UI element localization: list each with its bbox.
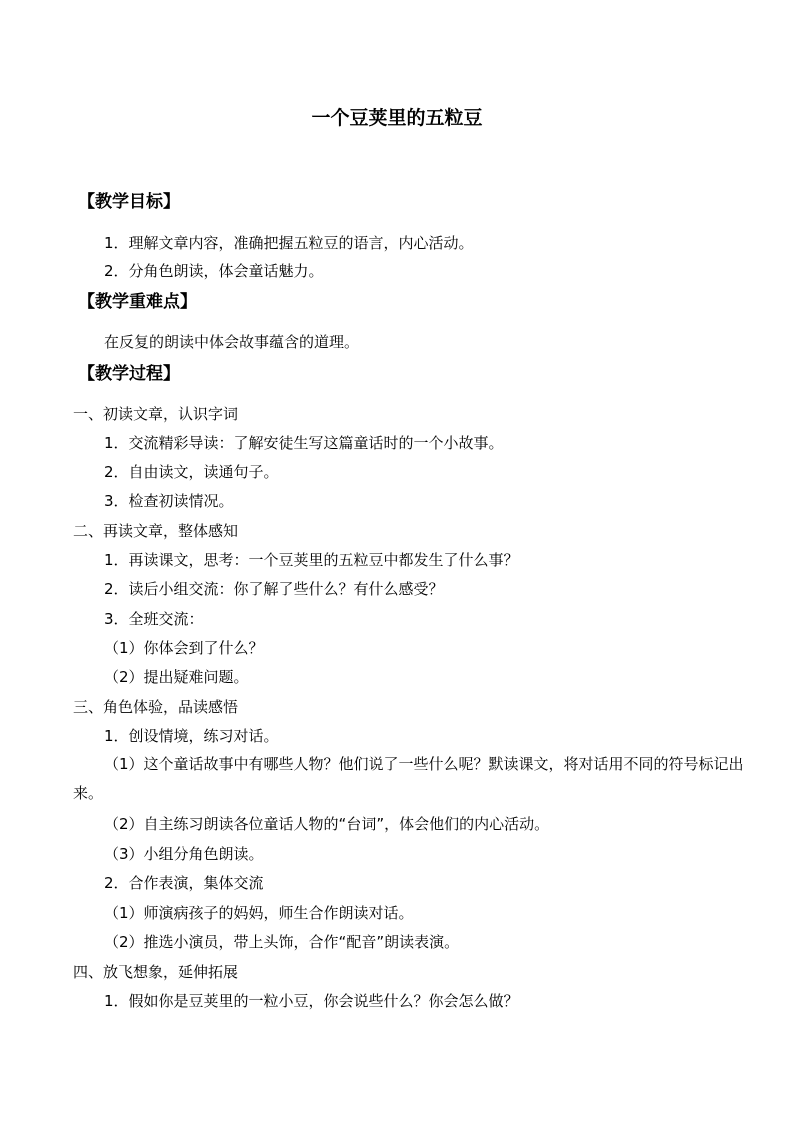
list-item: （2）自主练习朗读各位童话人物的“台词”，体会他们的内心活动。 [104,815,550,833]
list-item: 1．创设情境，练习对话。 [104,727,279,745]
process-heading: 【教学过程】 [78,364,180,384]
part-heading: 三、角色体验，品读感悟 [73,698,239,716]
list-item: （3）小组分角色朗读。 [104,845,264,863]
list-item: 3．检查初读情况。 [104,492,234,510]
part-heading: 二、再读文章，整体感知 [73,522,239,540]
goals-heading: 【教学目标】 [78,192,180,212]
list-item: （1）这个童话故事中有哪些人物？他们说了一些什么呢？默读课文，将对话用不同的符号标记出来。 [73,755,744,802]
goal-item: 2．分角色朗读，体会童话魅力。 [104,262,324,280]
list-item: 2．合作表演，集体交流 [104,874,264,892]
part-heading: 四、放飞想象，延伸拓展 [73,963,239,981]
difficulty-text: 在反复的朗读中体会故事蕴含的道理。 [104,333,360,351]
difficulty-heading: 【教学重难点】 [78,292,197,312]
list-item: 2．读后小组交流：你了解了些什么？有什么感受？ [104,580,444,598]
list-item: 1．假如你是豆荚里的一粒小豆，你会说些什么？你会怎么做？ [104,992,519,1010]
list-item: 1．交流精彩导读：了解安徒生写这篇童话时的一个小故事。 [104,434,504,452]
list-item: 2．自由读文，读通句子。 [104,463,279,481]
list-item: （1）你体会到了什么？ [104,639,264,657]
list-item: （2）提出疑难问题。 [104,668,249,686]
list-item: 3．全班交流： [104,610,204,628]
goal-item: 1．理解文章内容，准确把握五粒豆的语言，内心活动。 [104,234,474,252]
list-item: 1．再读课文，思考：一个豆荚里的五粒豆中都发生了什么事？ [104,551,519,569]
list-item: （2）推选小演员，带上头饰，合作“配音”朗读表演。 [104,933,460,951]
list-item: （1）师演病孩子的妈妈，师生合作朗读对话。 [104,904,414,922]
part-heading: 一、初读文章，认识字词 [73,405,239,423]
document-title: 一个豆荚里的五粒豆 [311,107,483,129]
